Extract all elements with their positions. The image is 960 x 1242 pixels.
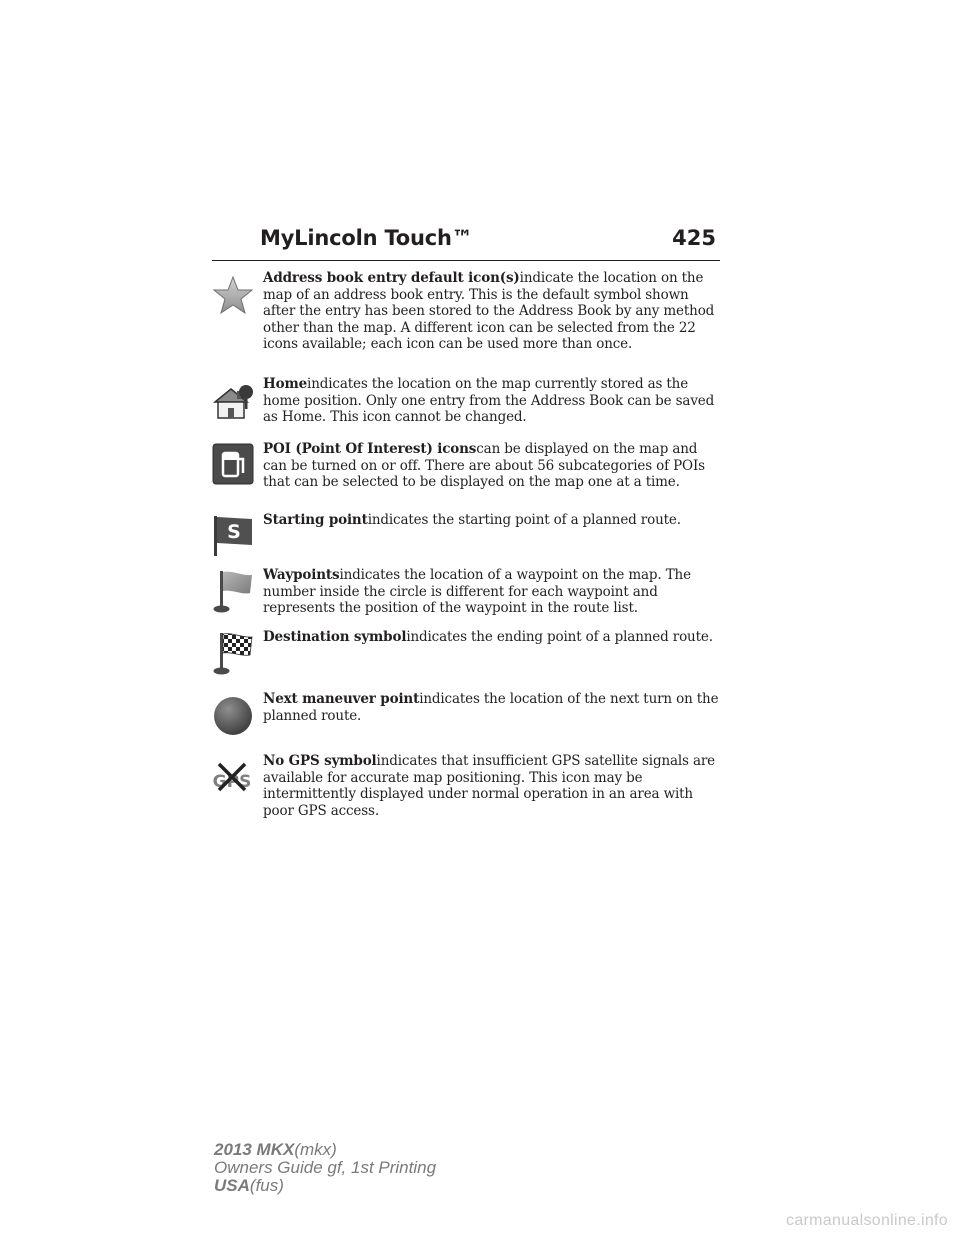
footer-market: USA (214, 1176, 250, 1195)
start-flag-icon (212, 514, 254, 558)
entry-body: indicate the location on the map of an address book entry. This is the default symbol shown after the entry has been stored to the Address Book by any method other than the map. A different icon can be selected from the 22 icons available; each icon can be used more than once. (263, 270, 715, 352)
home-icon (212, 380, 254, 422)
entry-body: indicates the location on the map currently stored as the home position. Only one entry from the Address Book can be saved as Home. This icon cannot be changed. (263, 376, 715, 425)
entry-description (263, 441, 723, 491)
star-icon (212, 274, 254, 316)
entry-body: indicates the location of the next turn on the planned route. (263, 691, 719, 724)
document-footer (214, 1141, 436, 1195)
entry-term: Address book entry default icon(s) (263, 270, 520, 286)
entry-body: indicates that insufficient GPS satellite signals are available for accurate map positioning. This icon may be intermittently displayed under normal operation in an area with poor GPS access. (263, 753, 716, 819)
waypoint-flag-icon (212, 569, 254, 615)
entry-term: Waypoints (263, 567, 340, 583)
entry-term: No GPS symbol (263, 753, 377, 769)
entry-description (263, 567, 723, 617)
start-letter: S (227, 521, 241, 543)
maneuver-point-icon (212, 695, 254, 737)
entry-term: Starting point (263, 512, 368, 528)
entry-description (263, 512, 723, 529)
entry-body: indicates the location of a waypoint on the map. The number inside the circle is different for each waypoint and represents the position of the waypoint in the route list. (263, 567, 691, 616)
entry-term: POI (Point Of Interest) icons (263, 441, 477, 457)
page-header (212, 224, 720, 261)
entry-term: Next maneuver point (263, 691, 420, 707)
entry-description (263, 376, 723, 426)
gps-label: GPS (212, 772, 252, 792)
footer-model-line (214, 1141, 436, 1159)
entry-body: indicates the ending point of a planned route. (406, 629, 713, 645)
page-number: 425 (672, 226, 716, 250)
footer-model: 2013 MKX (214, 1140, 295, 1159)
site-watermark: carmanualsonline.info (786, 1212, 948, 1229)
footer-market-code: (fus) (249, 1176, 284, 1195)
entry-description (263, 691, 723, 724)
footer-market-line (214, 1177, 436, 1195)
fuel-pump-icon (212, 443, 254, 485)
no-gps-icon (212, 759, 256, 797)
entry-term: Home (263, 376, 308, 392)
entry-term: Destination symbol (263, 629, 407, 645)
footer-guide-line: Owners Guide gf, 1st Printing (214, 1158, 437, 1177)
section-title: MyLincoln Touch™ (260, 226, 473, 250)
entry-body: can be displayed on the map and can be turned on or off. There are about 56 subcategories of POIs that can be selected to be displayed on the map one at a time. (263, 441, 705, 490)
footer-model-code: (mkx) (294, 1140, 337, 1159)
checkered-flag-icon (212, 631, 254, 677)
entry-body: indicates the starting point of a planned route. (367, 512, 681, 528)
entry-description (263, 753, 723, 819)
entry-description (263, 270, 723, 353)
entry-description (263, 629, 723, 646)
